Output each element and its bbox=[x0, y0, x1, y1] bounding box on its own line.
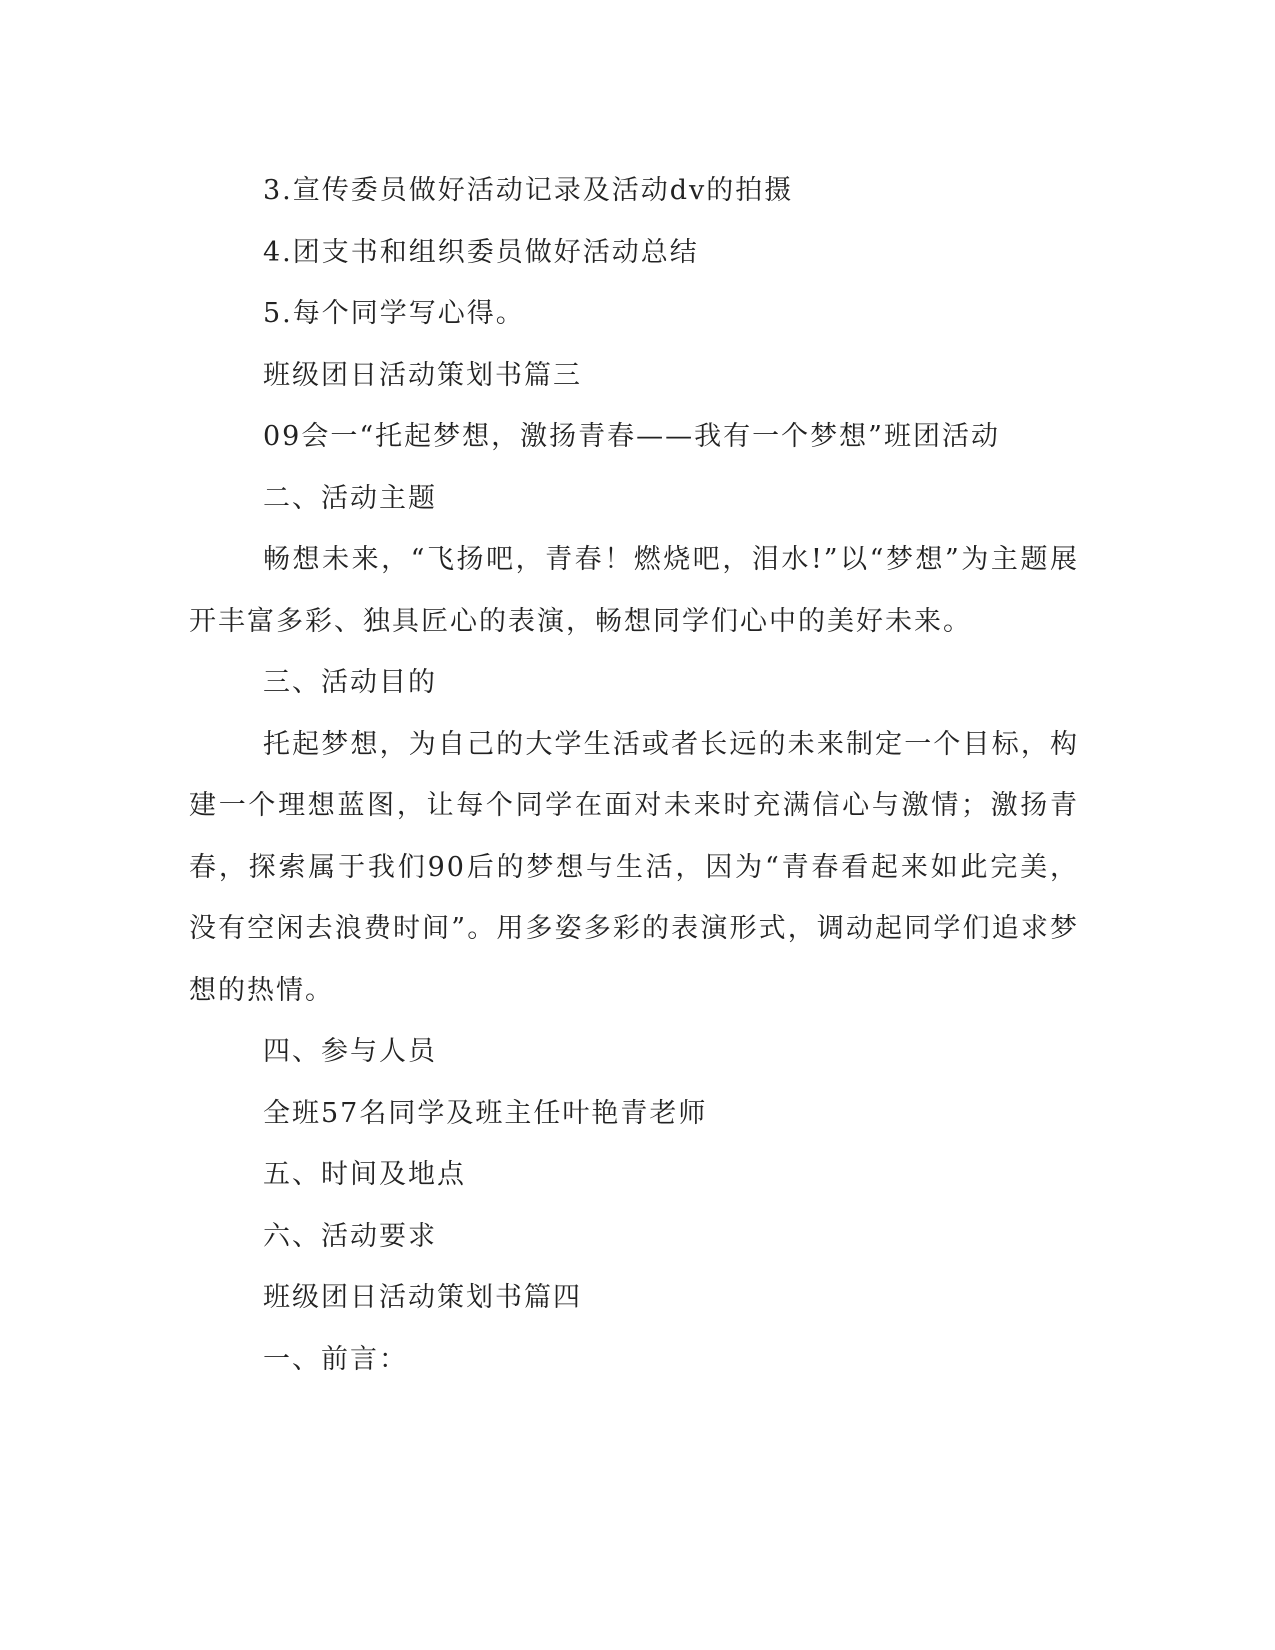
heading-preface: 一、前言： bbox=[263, 1343, 408, 1375]
paragraph-item-4: 4.团支书和组织委员做好活动总结 bbox=[263, 236, 699, 268]
paragraph-activity-theme: 畅想未来，“飞扬吧，青春！燃烧吧，泪水!”以“梦想”为主题展开丰富多彩、独具匠心的表演，畅想同学们心中的美好未来。 bbox=[189, 544, 1079, 637]
document-body bbox=[189, 160, 1079, 1390]
section-title-part-three: 班级团日活动策划书篇三 bbox=[263, 359, 582, 391]
activity-title: 09会一“托起梦想，激扬青春——我有一个梦想”班团活动 bbox=[263, 421, 1000, 452]
heading-activity-requirements: 六、活动要求 bbox=[263, 1220, 437, 1252]
paragraph-participants: 全班57名同学及班主任叶艳青老师 bbox=[263, 1097, 708, 1129]
heading-activity-purpose: 三、活动目的 bbox=[263, 667, 437, 698]
heading-participants: 四、参与人员 bbox=[263, 1036, 437, 1067]
section-title-part-four: 班级团日活动策划书篇四 bbox=[263, 1282, 582, 1313]
paragraph-item-3: 3.宣传委员做好活动记录及活动dv的拍摄 bbox=[263, 175, 794, 206]
heading-activity-theme: 二、活动主题 bbox=[263, 482, 437, 514]
heading-time-and-location: 五、时间及地点 bbox=[263, 1159, 466, 1190]
paragraph-item-5: 5.每个同学写心得。 bbox=[263, 298, 525, 329]
paragraph-activity-purpose: 托起梦想，为自己的大学生活或者长远的未来制定一个目标，构建一个理想蓝图，让每个同学在面对未来时充满信心与激情；激扬青春，探索属于我们90后的梦想与生活，因为“青春看起来如此完美，没有空闲去浪费时间”。用多姿多彩的表演形式，调动起同学们追求梦想的热情。 bbox=[189, 728, 1079, 1006]
